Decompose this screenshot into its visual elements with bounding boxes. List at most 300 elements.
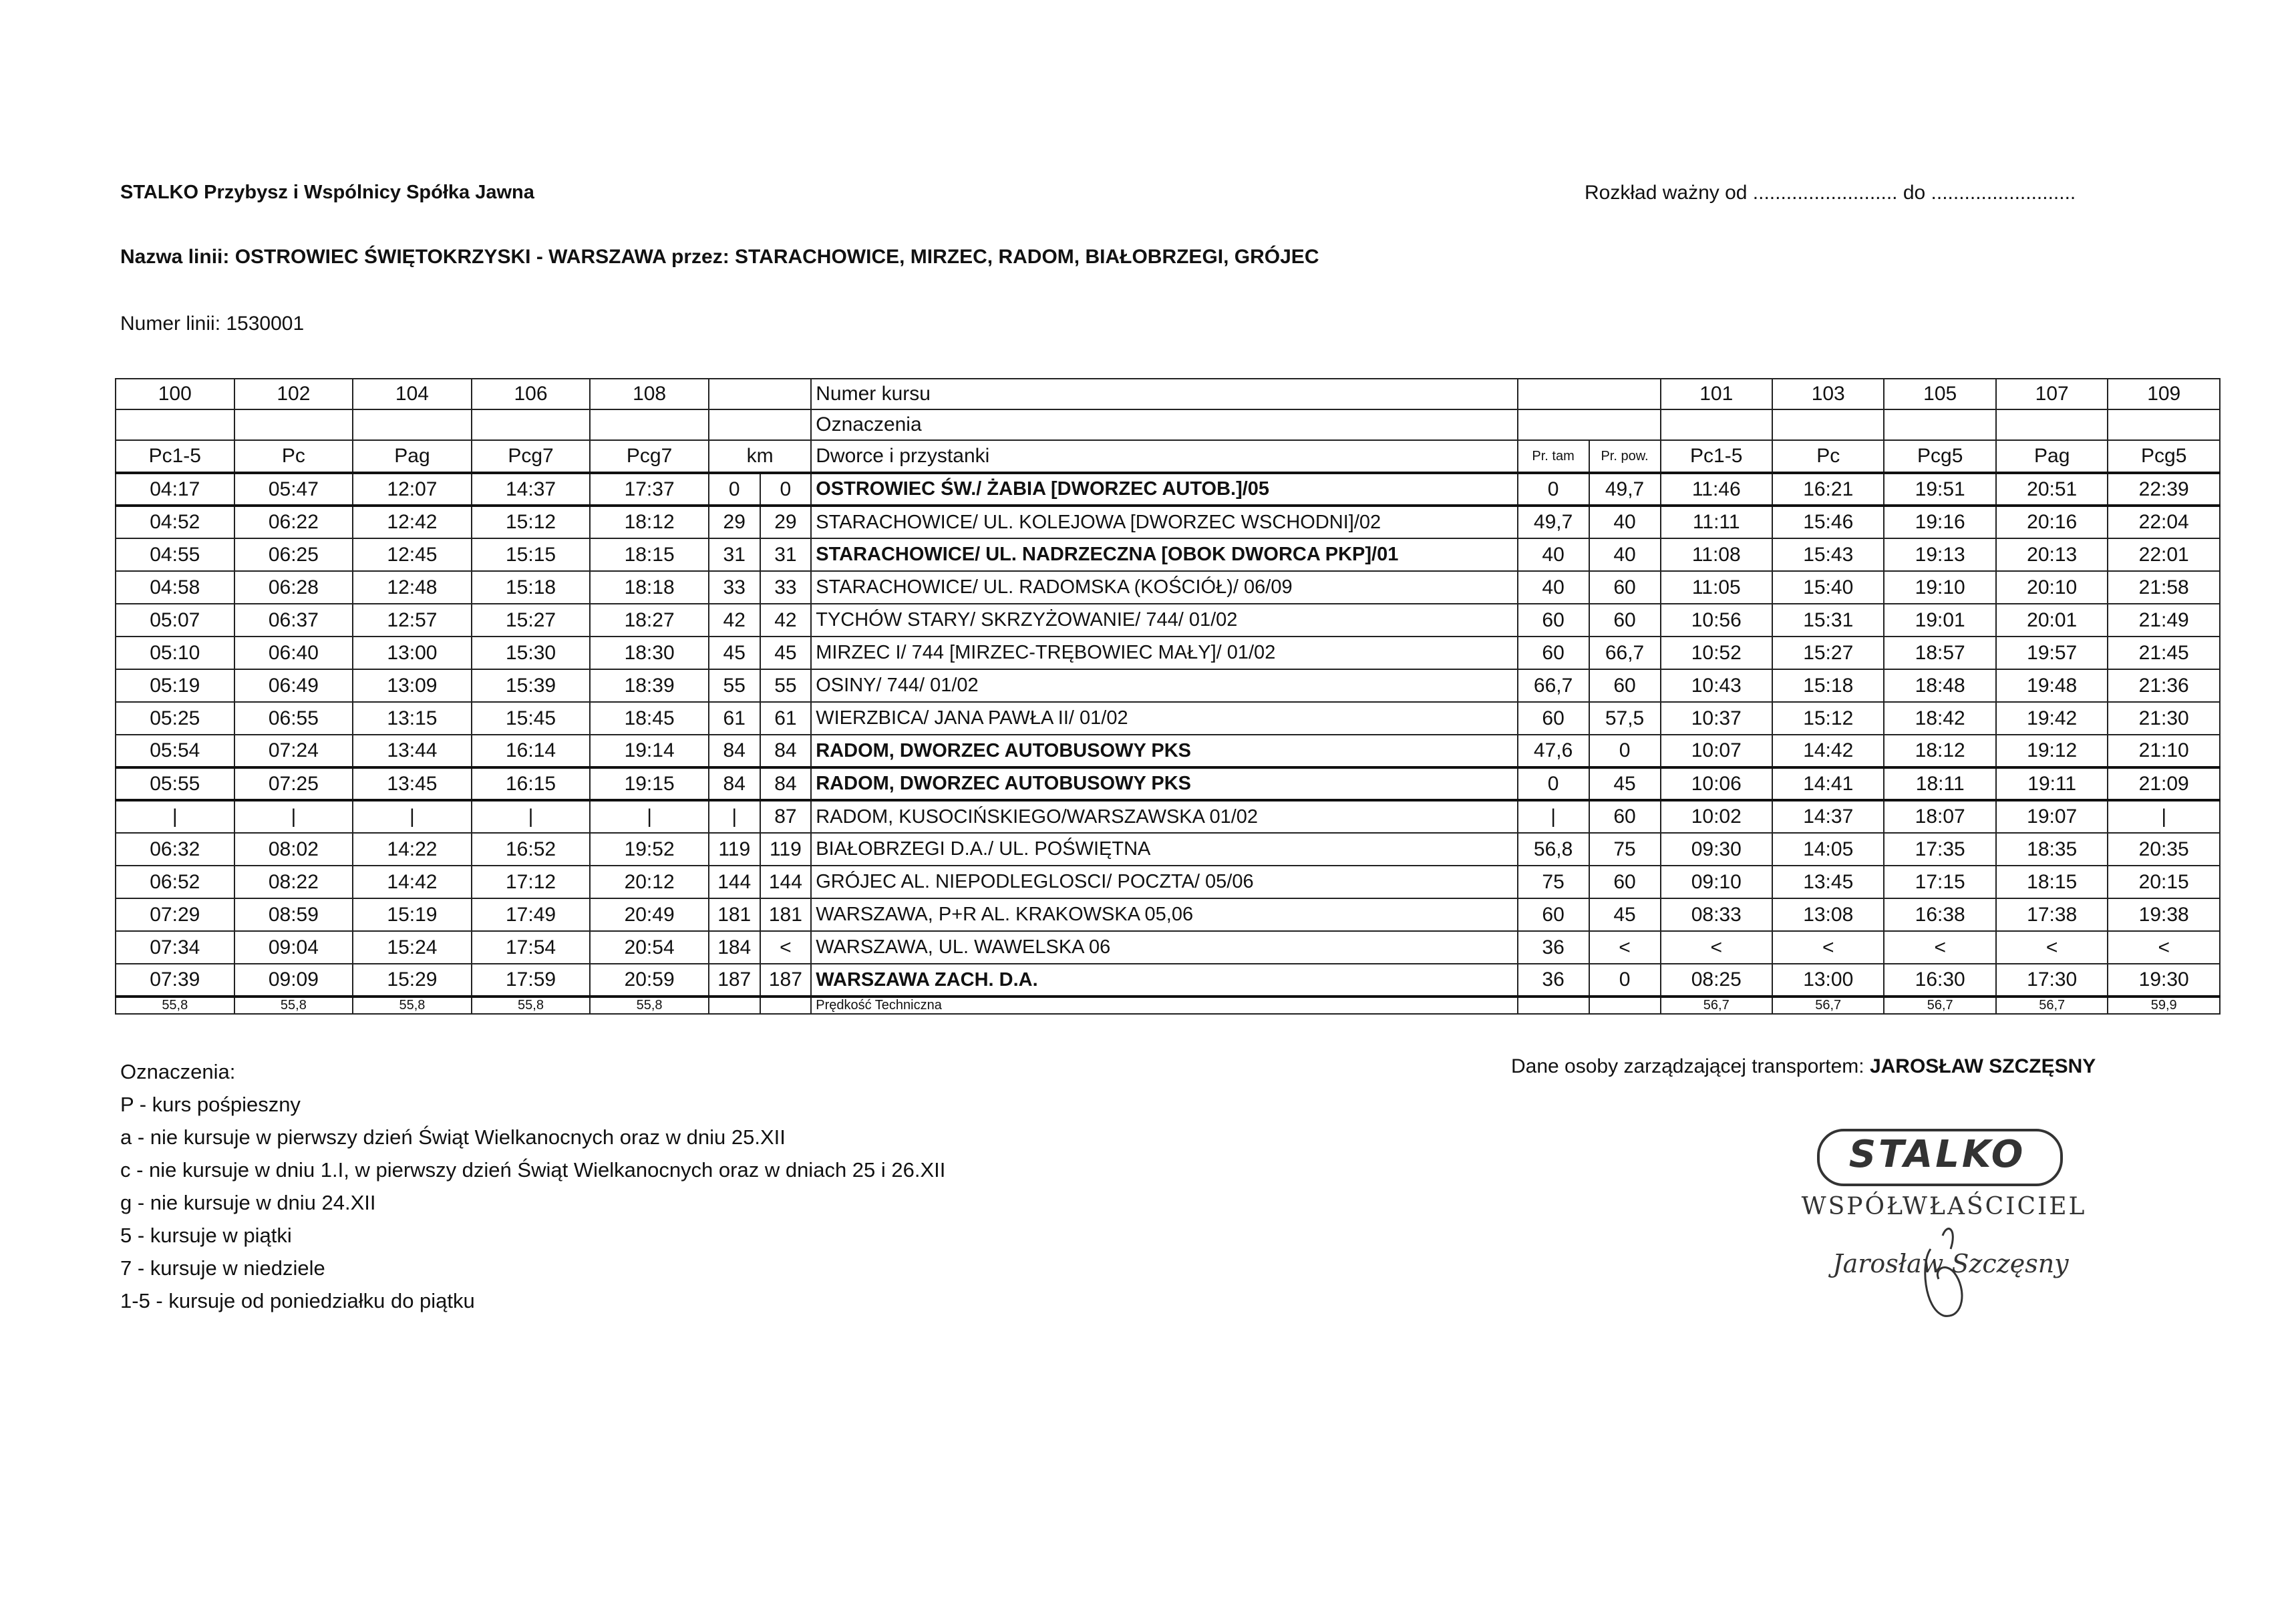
departure-time: 13:00: [353, 637, 472, 669]
departure-time: 06:28: [234, 571, 353, 604]
departure-time: 17:35: [1884, 833, 1995, 866]
km-cell: 29: [760, 506, 812, 538]
pr-pow-cell: 45: [1589, 767, 1661, 800]
departure-time: 09:04: [234, 931, 353, 964]
km-cell: 61: [760, 702, 812, 735]
stop-row: [116, 669, 2220, 702]
departure-time: 10:02: [1661, 800, 1772, 833]
pr-tam-cell: 56,8: [1518, 833, 1589, 866]
departure-time: 19:52: [590, 833, 709, 866]
blank-cell: [760, 997, 812, 1014]
course-number-cell: 100: [116, 379, 234, 409]
departure-time: 17:15: [1884, 866, 1995, 898]
departure-time: 06:37: [234, 604, 353, 637]
signature-mark: [1790, 1209, 2098, 1322]
departure-time: 10:37: [1661, 702, 1772, 735]
departure-time: 18:11: [1884, 767, 1995, 800]
stop-row: [116, 571, 2220, 604]
departure-time: 06:32: [116, 833, 234, 866]
blank-cell: [353, 409, 472, 440]
pr-pow-cell: 57,5: [1589, 702, 1661, 735]
departure-time: 17:54: [472, 931, 591, 964]
departure-time: 05:25: [116, 702, 234, 735]
stop-name: WARSZAWA, P+R AL. KRAKOWSKA 05,06: [811, 898, 1517, 931]
stop-name: RADOM, DWORZEC AUTOBUSOWY PKS: [811, 767, 1517, 800]
departure-time: 18:39: [590, 669, 709, 702]
departure-time: 15:15: [472, 538, 591, 571]
departure-time: 17:38: [1996, 898, 2108, 931]
departure-time: 19:48: [1996, 669, 2108, 702]
departure-time: 18:12: [1884, 735, 1995, 767]
speed-cell: 55,8: [234, 997, 353, 1014]
pr-tam-cell: 60: [1518, 604, 1589, 637]
speed-cell: 59,9: [2108, 997, 2220, 1014]
technical-speed-row: [116, 997, 2220, 1014]
stop-name: TYCHÓW STARY/ SKRZYŻOWANIE/ 744/ 01/02: [811, 604, 1517, 637]
departure-time: 18:30: [590, 637, 709, 669]
departure-time: 04:58: [116, 571, 234, 604]
departure-time: 15:31: [1772, 604, 1884, 637]
speed-cell: 56,7: [1772, 997, 1884, 1014]
km-cell: 181: [760, 898, 812, 931]
departure-time: 10:43: [1661, 669, 1772, 702]
km-cell: 33: [709, 571, 760, 604]
stop-row: [116, 800, 2220, 833]
stop-row: [116, 931, 2220, 964]
legend-item: c - nie kursuje w dniu 1.I, w pierwszy dzień Świąt Wielkanocnych oraz w dniach 25 i 26.XII: [120, 1158, 946, 1182]
timetable: [115, 378, 2221, 1015]
departure-time: 21:09: [2108, 767, 2220, 800]
pr-tam-cell: 47,6: [1518, 735, 1589, 767]
km-cell: 31: [709, 538, 760, 571]
km-cell: 84: [760, 767, 812, 800]
departure-time: 12:57: [353, 604, 472, 637]
departure-time: 18:07: [1884, 800, 1995, 833]
departure-time: 16:38: [1884, 898, 1995, 931]
departure-time: 06:22: [234, 506, 353, 538]
departure-time: 05:54: [116, 735, 234, 767]
departure-time: 12:42: [353, 506, 472, 538]
course-number-cell: 103: [1772, 379, 1884, 409]
departure-time: 20:49: [590, 898, 709, 931]
km-cell: 45: [709, 637, 760, 669]
departure-time: 15:27: [472, 604, 591, 637]
company-name: STALKO Przybysz i Wspólnicy Spółka Jawna: [120, 182, 534, 203]
stop-row: [116, 964, 2220, 997]
speed-label: Prędkość Techniczna: [811, 997, 1517, 1014]
stop-name: RADOM, KUSOCIŃSKIEGO/WARSZAWSKA 01/02: [811, 800, 1517, 833]
departure-time: 20:51: [1996, 473, 2108, 506]
departure-time: 16:14: [472, 735, 591, 767]
km-cell: 42: [709, 604, 760, 637]
departure-time: 19:42: [1996, 702, 2108, 735]
departure-time: 21:30: [2108, 702, 2220, 735]
departure-time: 22:01: [2108, 538, 2220, 571]
departure-time: 17:49: [472, 898, 591, 931]
manager-name: JAROSŁAW SZCZĘSNY: [1869, 1055, 2096, 1077]
departure-time: 18:48: [1884, 669, 1995, 702]
blank-cell: [709, 409, 811, 440]
course-number-cell: 101: [1661, 379, 1772, 409]
marking-cell: Pc: [234, 440, 353, 473]
departure-time: 21:49: [2108, 604, 2220, 637]
departure-time: 05:07: [116, 604, 234, 637]
km-cell: 87: [760, 800, 812, 833]
stop-name: BIAŁOBRZEGI D.A./ UL. POŚWIĘTNA: [811, 833, 1517, 866]
marking-cell: Pcg5: [2108, 440, 2220, 473]
blank-cell: [116, 409, 234, 440]
departure-time: 14:22: [353, 833, 472, 866]
departure-time: 20:54: [590, 931, 709, 964]
departure-time: 13:00: [1772, 964, 1884, 997]
departure-time: 11:08: [1661, 538, 1772, 571]
departure-time: 18:15: [590, 538, 709, 571]
stop-name: STARACHOWICE/ UL. KOLEJOWA [DWORZEC WSCHODNI]/02: [811, 506, 1517, 538]
course-number-cell: 105: [1884, 379, 1995, 409]
course-number-row: [116, 379, 2220, 409]
departure-time: 14:42: [1772, 735, 1884, 767]
marking-cell: Pcg7: [472, 440, 591, 473]
marking-cell: Pc1-5: [1661, 440, 1772, 473]
pr-tam-cell: 0: [1518, 767, 1589, 800]
marking-cell: Pag: [353, 440, 472, 473]
departure-time: <: [1996, 931, 2108, 964]
course-number-cell: 104: [353, 379, 472, 409]
departure-time: 17:12: [472, 866, 591, 898]
departure-time: 04:17: [116, 473, 234, 506]
pr-pow-cell: 40: [1589, 538, 1661, 571]
departure-time: 18:45: [590, 702, 709, 735]
blank-cell: [709, 997, 760, 1014]
departure-time: 14:05: [1772, 833, 1884, 866]
departure-time: |: [590, 800, 709, 833]
departure-time: 09:10: [1661, 866, 1772, 898]
course-number-cell: 106: [472, 379, 591, 409]
departure-time: 15:40: [1772, 571, 1884, 604]
transport-manager: [1511, 1055, 2096, 1078]
departure-time: 10:07: [1661, 735, 1772, 767]
departure-time: 07:34: [116, 931, 234, 964]
course-number-cell: 102: [234, 379, 353, 409]
stop-name: STARACHOWICE/ UL. RADOMSKA (KOŚCIÓŁ)/ 06/09: [811, 571, 1517, 604]
pr-pow-cell: 45: [1589, 898, 1661, 931]
departure-time: 14:41: [1772, 767, 1884, 800]
stop-name: OSTROWIEC ŚW./ ŻABIA [DWORZEC AUTOB.]/05: [811, 473, 1517, 506]
stop-name: RADOM, DWORZEC AUTOBUSOWY PKS: [811, 735, 1517, 767]
course-number-label: Numer kursu: [811, 379, 1517, 409]
stop-name: WARSZAWA ZACH. D.A.: [811, 964, 1517, 997]
pr-tam-cell: 40: [1518, 571, 1589, 604]
stop-row: [116, 735, 2220, 767]
speed-cell: 55,8: [590, 997, 709, 1014]
km-cell: 45: [760, 637, 812, 669]
departure-time: 19:15: [590, 767, 709, 800]
departure-time: 21:45: [2108, 637, 2220, 669]
pr-pow-cell: 60: [1589, 866, 1661, 898]
stops-label: Dworce i przystanki: [811, 440, 1517, 473]
departure-time: 08:02: [234, 833, 353, 866]
legend-title: Oznaczenia:: [120, 1060, 236, 1083]
blank-cell: [1518, 409, 1661, 440]
stamp-role: WSPÓŁWŁAŚCICIEL: [1801, 1193, 2087, 1220]
blank-cell: [472, 409, 591, 440]
legend-items: [120, 1088, 945, 1317]
departure-time: 20:01: [1996, 604, 2108, 637]
departure-time: 08:22: [234, 866, 353, 898]
departure-time: 08:25: [1661, 964, 1772, 997]
departure-time: 21:10: [2108, 735, 2220, 767]
departure-time: 19:10: [1884, 571, 1995, 604]
blank-cell: [1884, 409, 1995, 440]
departure-time: |: [116, 800, 234, 833]
validity-period: Rozkład ważny od .......................... do ..........................: [1585, 182, 2076, 204]
departure-time: |: [2108, 800, 2220, 833]
pr-pow-cell: 60: [1589, 800, 1661, 833]
stamp-name: Jarosław Szczęsny: [1832, 1249, 2069, 1278]
legend-item: 1-5 - kursuje od poniedziałku do piątku: [120, 1289, 475, 1312]
departure-time: 13:08: [1772, 898, 1884, 931]
stop-row: [116, 538, 2220, 571]
departure-time: 19:14: [590, 735, 709, 767]
km-cell: 42: [760, 604, 812, 637]
km-cell: 31: [760, 538, 812, 571]
departure-time: 19:01: [1884, 604, 1995, 637]
departure-time: 19:16: [1884, 506, 1995, 538]
blank-cell: [1518, 379, 1661, 409]
departure-time: <: [1772, 931, 1884, 964]
departure-time: 13:15: [353, 702, 472, 735]
departure-time: 15:24: [353, 931, 472, 964]
departure-time: 13:09: [353, 669, 472, 702]
departure-time: 06:25: [234, 538, 353, 571]
km-cell: 61: [709, 702, 760, 735]
legend: [120, 1055, 945, 1317]
stop-row: [116, 702, 2220, 735]
stop-name: WARSZAWA, UL. WAWELSKA 06: [811, 931, 1517, 964]
departure-time: <: [1884, 931, 1995, 964]
blank-cell: [234, 409, 353, 440]
departure-time: 22:39: [2108, 473, 2220, 506]
pr-pow-cell: 75: [1589, 833, 1661, 866]
blank-cell: [1589, 997, 1661, 1014]
pr-tam-cell: 40: [1518, 538, 1589, 571]
speed-cell: 56,7: [1996, 997, 2108, 1014]
legend-item: 7 - kursuje w niedziele: [120, 1256, 325, 1280]
pr-pow-cell: 40: [1589, 506, 1661, 538]
departure-time: 16:21: [1772, 473, 1884, 506]
departure-time: 15:39: [472, 669, 591, 702]
stop-name: WIERZBICA/ JANA PAWŁA II/ 01/02: [811, 702, 1517, 735]
departure-time: 20:35: [2108, 833, 2220, 866]
stop-row: [116, 833, 2220, 866]
speed-cell: 55,8: [116, 997, 234, 1014]
speed-cell: 55,8: [472, 997, 591, 1014]
departure-time: 11:46: [1661, 473, 1772, 506]
pr-tam-cell: 60: [1518, 898, 1589, 931]
departure-time: 09:09: [234, 964, 353, 997]
blank-cell: [590, 409, 709, 440]
legend-item: a - nie kursuje w pierwszy dzień Świąt Wielkanocnych oraz w dniu 25.XII: [120, 1125, 786, 1149]
departure-time: 05:10: [116, 637, 234, 669]
km-cell: 84: [709, 767, 760, 800]
stop-row: [116, 898, 2220, 931]
stop-row: [116, 767, 2220, 800]
pr-tam-label: Pr. tam: [1518, 440, 1589, 473]
km-cell: 119: [709, 833, 760, 866]
departure-time: 16:52: [472, 833, 591, 866]
km-cell: 29: [709, 506, 760, 538]
departure-time: 12:07: [353, 473, 472, 506]
km-cell: 84: [760, 735, 812, 767]
departure-time: 20:12: [590, 866, 709, 898]
departure-time: 15:18: [472, 571, 591, 604]
km-cell: 0: [760, 473, 812, 506]
marking-cell: Pag: [1996, 440, 2108, 473]
departure-time: 15:29: [353, 964, 472, 997]
departure-time: 18:18: [590, 571, 709, 604]
km-cell: 84: [709, 735, 760, 767]
departure-time: 09:30: [1661, 833, 1772, 866]
departure-time: 16:15: [472, 767, 591, 800]
stop-name: GRÓJEC AL. NIEPODLEGLOSCI/ POCZTA/ 05/06: [811, 866, 1517, 898]
departure-time: 05:47: [234, 473, 353, 506]
departure-time: 13:45: [353, 767, 472, 800]
stamp-brand: STALKO: [1848, 1133, 2026, 1176]
departure-time: 05:55: [116, 767, 234, 800]
blank-cell: [1518, 997, 1589, 1014]
km-cell: 55: [709, 669, 760, 702]
departure-time: 15:12: [472, 506, 591, 538]
km-cell: 144: [760, 866, 812, 898]
blank-cell: [709, 379, 811, 409]
departure-time: 20:59: [590, 964, 709, 997]
marking-cell: Pcg5: [1884, 440, 1995, 473]
departure-time: 19:11: [1996, 767, 2108, 800]
departure-time: 19:38: [2108, 898, 2220, 931]
departure-time: 19:57: [1996, 637, 2108, 669]
departure-time: 08:59: [234, 898, 353, 931]
departure-time: 15:19: [353, 898, 472, 931]
departure-time: 07:29: [116, 898, 234, 931]
course-number-cell: 108: [590, 379, 709, 409]
departure-time: 15:18: [1772, 669, 1884, 702]
departure-time: 12:45: [353, 538, 472, 571]
departure-time: <: [2108, 931, 2220, 964]
departure-time: |: [353, 800, 472, 833]
course-number-cell: 107: [1996, 379, 2108, 409]
pr-tam-cell: 0: [1518, 473, 1589, 506]
departure-time: 08:33: [1661, 898, 1772, 931]
departure-time: 14:42: [353, 866, 472, 898]
departure-time: 19:13: [1884, 538, 1995, 571]
stop-row: [116, 866, 2220, 898]
departure-time: 17:37: [590, 473, 709, 506]
departure-time: 20:15: [2108, 866, 2220, 898]
km-cell: 119: [760, 833, 812, 866]
pr-tam-cell: 36: [1518, 931, 1589, 964]
departure-time: 06:55: [234, 702, 353, 735]
departure-time: 05:19: [116, 669, 234, 702]
departure-time: 14:37: [472, 473, 591, 506]
pr-pow-cell: 49,7: [1589, 473, 1661, 506]
blank-cell: [1661, 409, 1772, 440]
departure-time: 11:05: [1661, 571, 1772, 604]
departure-time: 19:12: [1996, 735, 2108, 767]
departure-time: |: [472, 800, 591, 833]
departure-time: 18:57: [1884, 637, 1995, 669]
departure-time: 11:11: [1661, 506, 1772, 538]
pr-pow-cell: <: [1589, 931, 1661, 964]
departure-time: 15:27: [1772, 637, 1884, 669]
departure-time: 06:40: [234, 637, 353, 669]
pr-tam-cell: |: [1518, 800, 1589, 833]
departure-time: 15:43: [1772, 538, 1884, 571]
departure-time: 15:12: [1772, 702, 1884, 735]
manager-label: Dane osoby zarządzającej transportem:: [1511, 1055, 1870, 1077]
km-cell: 187: [709, 964, 760, 997]
stop-name: MIRZEC I/ 744 [MIRZEC-TRĘBOWIEC MAŁY]/ 01/02: [811, 637, 1517, 669]
departure-time: 21:58: [2108, 571, 2220, 604]
markings-label-row: [116, 409, 2220, 440]
departure-time: 12:48: [353, 571, 472, 604]
departure-time: 22:04: [2108, 506, 2220, 538]
marking-cell: Pcg7: [590, 440, 709, 473]
pr-pow-cell: 60: [1589, 604, 1661, 637]
departure-time: 04:55: [116, 538, 234, 571]
blank-cell: [1772, 409, 1884, 440]
course-number-cell: 109: [2108, 379, 2220, 409]
stop-name: OSINY/ 744/ 01/02: [811, 669, 1517, 702]
pr-tam-cell: 66,7: [1518, 669, 1589, 702]
departure-time: 14:37: [1772, 800, 1884, 833]
blank-cell: [2108, 409, 2220, 440]
departure-time: 21:36: [2108, 669, 2220, 702]
pr-pow-cell: 60: [1589, 669, 1661, 702]
departure-time: 18:15: [1996, 866, 2108, 898]
km-cell: |: [709, 800, 760, 833]
line-name: Nazwa linii: OSTROWIEC ŚWIĘTOKRZYSKI - WARSZAWA przez: STARACHOWICE, MIRZEC, RADOM, BIAŁOBRZEGI, GRÓJEC: [120, 246, 1319, 268]
stop-name: STARACHOWICE/ UL. NADRZECZNA [OBOK DWORCA PKP]/01: [811, 538, 1517, 571]
km-cell: 187: [760, 964, 812, 997]
km-cell: 33: [760, 571, 812, 604]
departure-time: 10:06: [1661, 767, 1772, 800]
marking-cell: Pc1-5: [116, 440, 234, 473]
km-cell: 144: [709, 866, 760, 898]
speed-cell: 56,7: [1661, 997, 1772, 1014]
departure-time: 13:44: [353, 735, 472, 767]
pr-tam-cell: 36: [1518, 964, 1589, 997]
pr-pow-cell: 0: [1589, 735, 1661, 767]
pr-tam-cell: 49,7: [1518, 506, 1589, 538]
departure-time: 15:45: [472, 702, 591, 735]
legend-item: P - kurs pośpieszny: [120, 1093, 301, 1116]
pr-pow-cell: 66,7: [1589, 637, 1661, 669]
stop-row: [116, 604, 2220, 637]
departure-time: 07:25: [234, 767, 353, 800]
speed-cell: 56,7: [1884, 997, 1995, 1014]
pr-tam-cell: 75: [1518, 866, 1589, 898]
markings-row: [116, 440, 2220, 473]
markings-label: Oznaczenia: [811, 409, 1517, 440]
departure-time: 15:46: [1772, 506, 1884, 538]
departure-time: 20:10: [1996, 571, 2108, 604]
departure-time: 19:07: [1996, 800, 2108, 833]
departure-time: 04:52: [116, 506, 234, 538]
departure-time: 10:56: [1661, 604, 1772, 637]
speed-cell: 55,8: [353, 997, 472, 1014]
departure-time: 19:51: [1884, 473, 1995, 506]
departure-time: 18:27: [590, 604, 709, 637]
